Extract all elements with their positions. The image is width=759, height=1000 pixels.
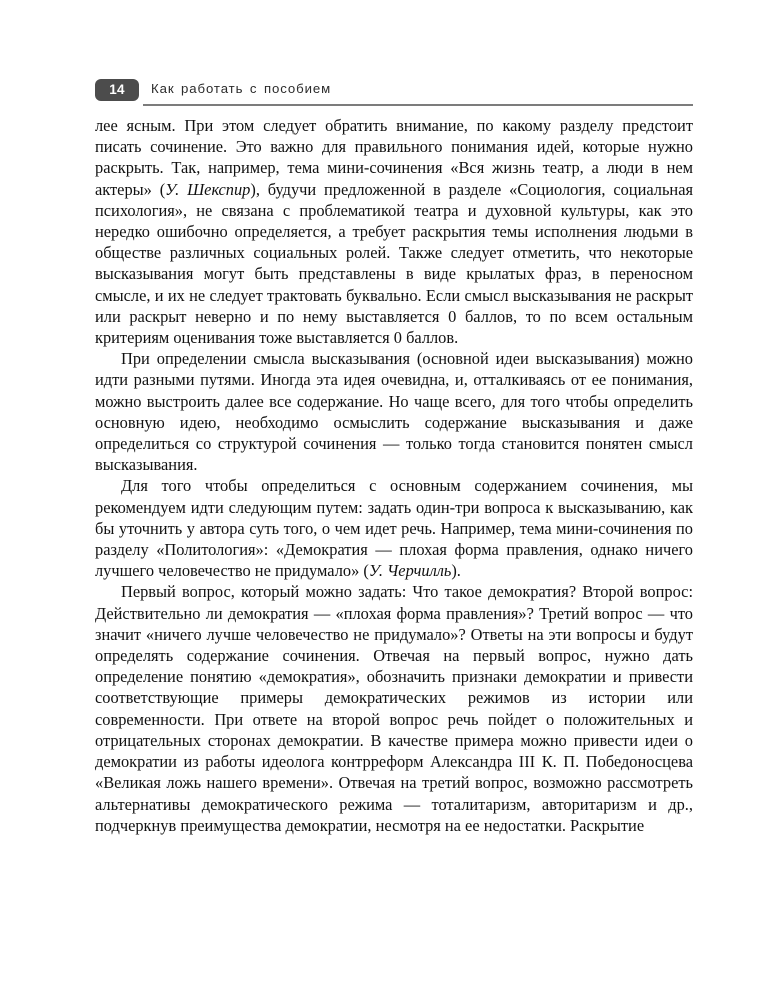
paragraph-approach xyxy=(95,475,693,581)
header-divider xyxy=(143,104,693,106)
text-run: лее ясным. При этом следует обратить внимание, по какому разделу предстоит писать сочинение. Это важно для правильного понимания идей, которые нужно раскрыть. Так, например, тема мини-сочинения «Вся жизнь театр, а люди в нем актеры» ( xyxy=(95,116,693,199)
text-run: ), будучи предложенной в разделе «Социология, социальная психология», не связана с проблематикой театра и духовной культуры, как это нередко ошибочно определяется, а требует раскрытия темы исполнения людьми в обществе различных социальных ролей. Также следует отметить, что некоторые высказывания могут быть представлены в виде крылатых фраз, в переносном смысле, и их не следует трактовать буквально. Если смысл высказывания не раскрыт или раскрыт неверно и по нему выставляется 0 баллов, то по всем остальным критериям оценивания тоже выставляется 0 баллов. xyxy=(95,179,694,348)
paragraph-questions xyxy=(95,581,693,835)
cited-author: У. Черчилль xyxy=(368,561,452,581)
text-run: Для того чтобы определиться с основным содержанием сочинения, мы рекомендуем идти следующим путем: задать один-три вопроса к высказыванию, как бы уточнить у автора суть того, о чем идет речь. Например, тема мини-сочинения по разделу «Политология»: «Демократия — плохая форма правления, однако ничего лучшего человечество не придумало» ( xyxy=(95,476,693,581)
text-run: ). xyxy=(451,561,461,581)
page-number-badge: 14 xyxy=(95,79,139,101)
text-run: При определении смысла высказывания (основной идеи высказывания) можно идти разными путями. Иногда эта идея очевидна, и, отталкиваясь от ее понимания, можно выстроить далее все содержание. Но чаще всего, для того чтобы определить основную идею, необходимо осмыслить содержание высказывания и даже определиться со структурой сочинения — только тогда становится понятен смысл высказывания. xyxy=(95,349,693,475)
paragraph-meaning xyxy=(95,348,693,475)
body-text-column xyxy=(95,115,693,836)
running-head-title: Как работать с пособием xyxy=(151,81,332,96)
running-head xyxy=(95,79,693,107)
text-run: Первый вопрос, который можно задать: Что такое демократия? Второй вопрос: Действительно ли демократия — «плохая форма правления»? Третий вопрос — что значит «ничего лучше человечество не придумало»? Ответы на эти вопросы и будут определять содержание сочинения. Отвечая на первый вопрос, нужно дать определение понятию «демократия», обозначить признаки демократии и привести соответствующие примеры демократических режимов из истории или современности. При ответе на второй вопрос речь пойдет о положительных и отрицательных сторонах демократии. В качестве примера можно привести идеи о демократии из работы идеолога контрреформ Александра III К. П. Победоносцева «Великая ложь нашего времени». Отвечая на третий вопрос, возможно рассмотреть альтернативы демократического режима — тоталитаризм, авторитаризм и др., подчеркнув преимущества демократии, несмотря на ее недостатки. Раскрытие xyxy=(95,582,693,835)
paragraph-continuation xyxy=(95,115,693,348)
cited-author: У. Шекспир xyxy=(165,179,251,199)
